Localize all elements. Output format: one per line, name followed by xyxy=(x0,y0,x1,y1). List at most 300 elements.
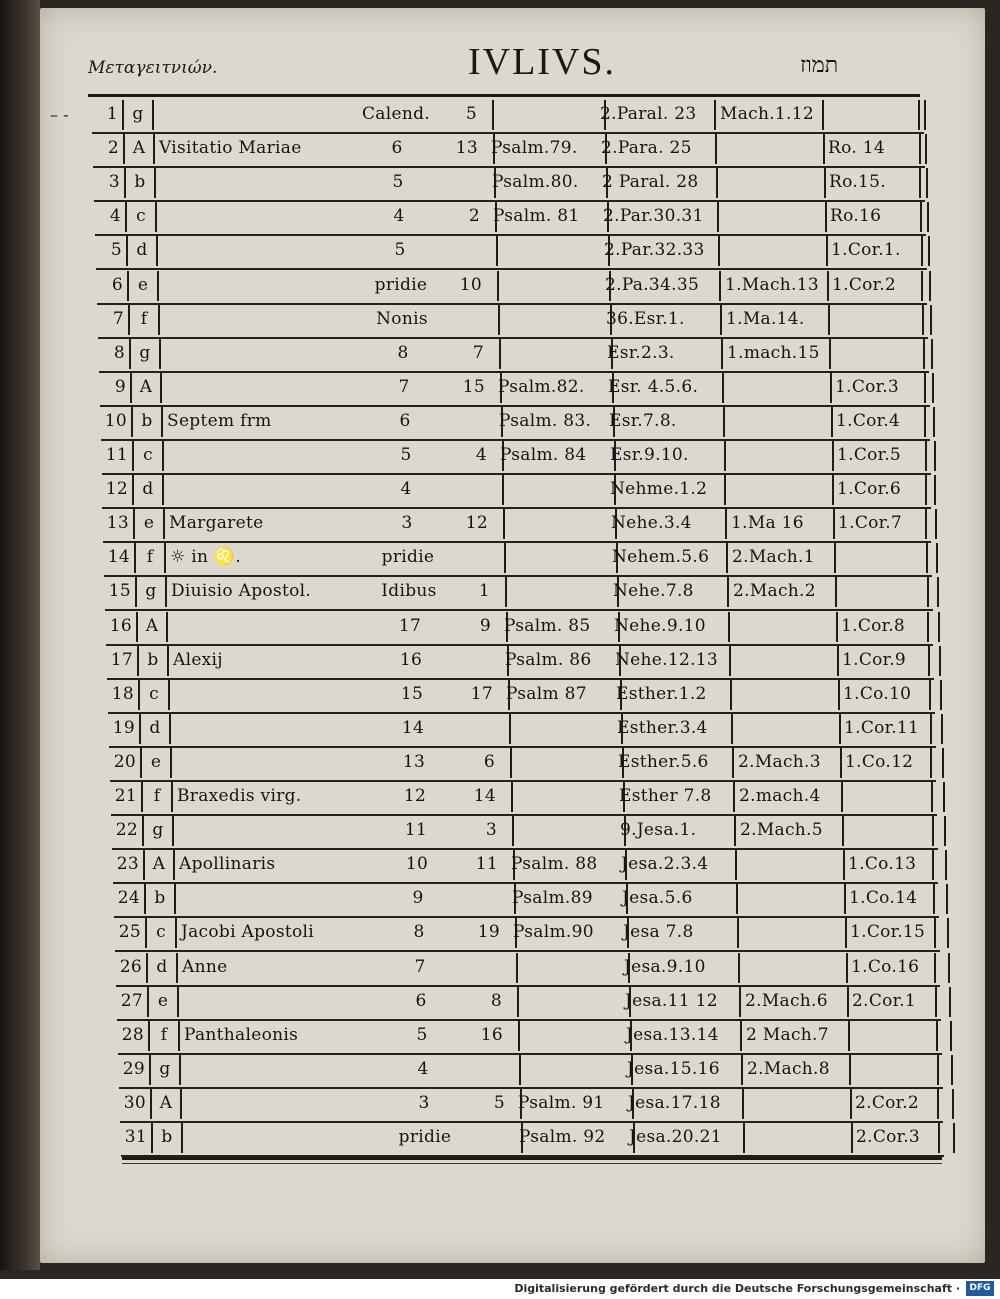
footer-bar xyxy=(0,1279,1000,1299)
column-divider xyxy=(733,782,735,812)
dominical-letter: e xyxy=(157,990,169,1011)
column-divider xyxy=(824,168,826,198)
column-divider xyxy=(727,577,729,607)
column-divider xyxy=(739,987,741,1017)
column-divider xyxy=(724,441,726,471)
table-row xyxy=(105,575,933,611)
table-row xyxy=(121,1121,944,1157)
table-row xyxy=(119,1053,943,1089)
table-row xyxy=(93,132,925,168)
psalm-reading: Psalm. 88 xyxy=(511,854,598,875)
column-divider xyxy=(952,1089,954,1119)
column-divider xyxy=(127,271,129,301)
table-row xyxy=(117,985,941,1021)
column-divider xyxy=(831,407,833,437)
roman-date: 16 xyxy=(399,649,423,670)
column-divider xyxy=(947,918,949,948)
column-divider xyxy=(938,1123,940,1153)
old-testament-reading: Nehe.12.13 xyxy=(615,649,719,670)
column-divider xyxy=(171,782,173,812)
old-testament-reading: 2.Pa.34.35 xyxy=(605,274,700,295)
column-divider xyxy=(173,850,175,880)
column-divider xyxy=(928,646,930,676)
dominical-letter: f xyxy=(140,308,148,329)
table-row xyxy=(109,712,936,748)
column-divider xyxy=(945,850,947,880)
new-testament-reading: Ro. 14 xyxy=(828,138,885,159)
column-divider xyxy=(741,1055,743,1085)
old-testament-reading: 2.Para. 25 xyxy=(601,138,692,159)
roman-date: 5 xyxy=(394,240,406,261)
column-divider xyxy=(519,1055,521,1085)
column-divider xyxy=(176,953,178,983)
column-divider xyxy=(928,236,930,266)
dominical-letter: A xyxy=(145,615,159,636)
column-divider xyxy=(168,680,170,710)
dominical-letter: c xyxy=(136,206,146,227)
old-testament-reading: Nehe.7.8 xyxy=(613,581,694,602)
column-divider xyxy=(720,305,722,335)
golden-number: 7 xyxy=(472,342,484,363)
column-divider xyxy=(509,714,511,744)
column-divider xyxy=(939,646,941,676)
column-divider xyxy=(142,816,144,846)
roman-date: pridie xyxy=(398,1127,452,1147)
footer-credit: Digitalisierung gefördert durch die Deutsche Forschungsgemeinschaft · xyxy=(514,1282,960,1295)
new-testament-reading: 1.Cor.7 xyxy=(838,513,903,534)
column-divider xyxy=(949,987,951,1017)
column-divider xyxy=(170,748,172,778)
column-divider xyxy=(167,646,169,676)
dominical-letter: A xyxy=(159,1092,173,1113)
golden-number: 3 xyxy=(485,820,497,841)
old-testament-reading: Esr.2.3. xyxy=(607,342,675,363)
old-testament-reading: Esr.9.10. xyxy=(610,445,689,465)
day-number: 29 xyxy=(122,1058,145,1079)
column-divider xyxy=(835,577,837,607)
column-divider xyxy=(162,475,164,505)
column-divider xyxy=(126,236,128,266)
new-testament-reading: 1.Cor.11 xyxy=(844,717,920,738)
column-divider xyxy=(717,202,719,232)
roman-date: Calend. xyxy=(362,104,430,124)
column-divider xyxy=(138,680,140,710)
column-divider xyxy=(931,782,933,812)
feast-name: Margarete xyxy=(169,513,264,534)
dominical-letter: g xyxy=(139,342,151,363)
column-divider xyxy=(146,953,148,983)
column-divider xyxy=(155,202,157,232)
apocrypha-reading: 2 Mach.7 xyxy=(746,1024,829,1045)
column-divider xyxy=(925,509,927,539)
day-number: 31 xyxy=(124,1127,147,1147)
apocrypha-reading: 1.mach.15 xyxy=(727,342,820,363)
column-divider xyxy=(723,407,725,437)
day-number: 30 xyxy=(123,1092,146,1113)
apocrypha-reading: 1.Mach.13 xyxy=(725,274,819,295)
old-testament-reading: 2 Paral. 28 xyxy=(602,172,699,193)
column-divider xyxy=(179,1055,181,1085)
table-row xyxy=(107,644,934,680)
old-testament-reading: 2.Par.32.33 xyxy=(604,240,705,261)
column-divider xyxy=(159,339,161,369)
psalm-reading: Psalm. 86 xyxy=(505,649,592,670)
column-divider xyxy=(136,612,138,642)
column-divider xyxy=(124,168,126,198)
day-number: 13 xyxy=(106,513,129,534)
day-number: 6 xyxy=(111,274,123,295)
roman-date: 11 xyxy=(404,820,428,841)
roman-date: 3 xyxy=(401,513,413,534)
greek-month-name: Μεταγειτνιών. xyxy=(88,58,218,78)
table-row xyxy=(98,303,928,339)
column-divider xyxy=(927,202,929,232)
column-divider xyxy=(134,543,136,573)
column-divider xyxy=(132,475,134,505)
column-divider xyxy=(740,1021,742,1051)
column-divider xyxy=(931,339,933,369)
column-divider xyxy=(149,1055,151,1085)
new-testament-reading: 1.Co.13 xyxy=(848,854,917,875)
column-divider xyxy=(131,407,133,437)
new-testament-reading: 1.Cor.6 xyxy=(837,479,902,500)
column-divider xyxy=(158,305,160,335)
column-divider xyxy=(738,953,740,983)
column-divider xyxy=(516,953,518,983)
column-divider xyxy=(504,543,506,573)
column-divider xyxy=(503,509,505,539)
column-divider xyxy=(177,987,179,1017)
roman-date: 15 xyxy=(400,683,424,704)
old-testament-reading: Esther.5.6 xyxy=(618,751,709,772)
table-row xyxy=(92,98,924,134)
golden-number: 9 xyxy=(479,615,491,636)
column-divider xyxy=(834,543,836,573)
dominical-letter: A xyxy=(152,854,166,875)
psalm-reading: Psalm. 91 xyxy=(518,1092,605,1113)
dominical-letter: d xyxy=(136,240,148,261)
column-divider xyxy=(932,373,934,403)
column-divider xyxy=(497,271,499,301)
column-divider xyxy=(825,202,827,232)
hebrew-month-name: תמוז xyxy=(800,53,839,78)
golden-number: 5 xyxy=(465,104,477,124)
table-row xyxy=(113,848,938,884)
column-divider xyxy=(849,1055,851,1085)
day-number: 18 xyxy=(111,683,134,704)
column-divider xyxy=(840,748,842,778)
column-divider xyxy=(153,134,155,164)
day-number: 24 xyxy=(117,888,140,909)
column-divider xyxy=(180,1089,182,1119)
column-divider xyxy=(731,714,733,744)
dominical-letter: d xyxy=(142,479,154,500)
feast-name: Diuisio Apostol. xyxy=(171,581,312,602)
page-title: IVLIVS. xyxy=(468,41,617,83)
dominical-letter: b xyxy=(147,649,159,670)
day-number: 21 xyxy=(114,786,137,806)
dominical-letter: f xyxy=(153,786,161,806)
table-row xyxy=(115,916,940,952)
dominical-letter: d xyxy=(149,717,161,738)
roman-date: 12 xyxy=(403,786,427,806)
apocrypha-reading: 2.Mach.5 xyxy=(740,820,823,841)
column-divider xyxy=(946,884,948,914)
column-divider xyxy=(135,577,137,607)
column-divider xyxy=(827,271,829,301)
column-divider xyxy=(937,577,939,607)
column-divider xyxy=(822,100,824,130)
column-divider xyxy=(716,168,718,198)
column-divider xyxy=(929,680,931,710)
day-number: 25 xyxy=(118,922,141,943)
column-divider xyxy=(923,339,925,369)
dominical-letter: c xyxy=(143,445,153,465)
dominical-letter: b xyxy=(141,410,153,431)
column-divider xyxy=(841,782,843,812)
column-divider xyxy=(152,100,154,130)
old-testament-reading: Nehem.5.6 xyxy=(612,547,710,568)
column-divider xyxy=(144,884,146,914)
column-divider xyxy=(920,202,922,232)
day-number: 22 xyxy=(115,820,138,841)
margin-mark: – - xyxy=(50,105,69,124)
column-divider xyxy=(935,509,937,539)
day-number: 27 xyxy=(120,990,143,1011)
new-testament-reading: 1.Co.10 xyxy=(843,683,912,704)
column-divider xyxy=(722,373,724,403)
golden-number: 16 xyxy=(480,1024,503,1045)
column-divider xyxy=(846,953,848,983)
old-testament-reading: 2.Paral. 23 xyxy=(600,104,697,124)
old-testament-reading: Jesa.5.6 xyxy=(622,888,693,909)
psalm-reading: Psalm. 84 xyxy=(500,445,587,465)
column-divider xyxy=(157,271,159,301)
dominical-letter: g xyxy=(145,581,157,602)
day-number: 11 xyxy=(105,445,128,465)
table-row xyxy=(99,337,929,373)
column-divider xyxy=(828,305,830,335)
apocrypha-reading: 2.Mach.3 xyxy=(738,751,821,772)
column-divider xyxy=(924,373,926,403)
feast-name: Panthaleonis xyxy=(184,1024,299,1045)
old-testament-reading: Esr.7.8. xyxy=(609,410,677,431)
column-divider xyxy=(844,884,846,914)
golden-number: 10 xyxy=(459,274,482,295)
table-row xyxy=(96,234,927,270)
golden-number: 8 xyxy=(490,990,502,1011)
day-number: 17 xyxy=(110,649,133,670)
feast-name: Anne xyxy=(182,956,228,977)
column-divider xyxy=(833,509,835,539)
dfg-logo: DFG xyxy=(966,1281,994,1296)
column-divider xyxy=(732,748,734,778)
column-divider xyxy=(499,339,501,369)
column-divider xyxy=(937,1055,939,1085)
table-row xyxy=(114,882,939,918)
column-divider xyxy=(936,1021,938,1051)
column-divider xyxy=(919,134,921,164)
feast-name: ☼ in ♌. xyxy=(170,547,242,568)
column-divider xyxy=(502,475,504,505)
column-divider xyxy=(156,236,158,266)
dominical-letter: b xyxy=(154,888,166,909)
column-divider xyxy=(163,509,165,539)
column-divider xyxy=(943,782,945,812)
column-divider xyxy=(922,305,924,335)
column-divider xyxy=(140,748,142,778)
table-row xyxy=(111,780,937,816)
column-divider xyxy=(730,680,732,710)
roman-date: 5 xyxy=(392,172,404,193)
dominical-letter: f xyxy=(160,1024,168,1045)
column-divider xyxy=(123,134,125,164)
column-divider xyxy=(847,987,849,1017)
bottom-rule xyxy=(122,1157,942,1160)
feast-name: Jacobi Apostoli xyxy=(181,922,314,943)
column-divider xyxy=(832,475,834,505)
dominical-letter: g xyxy=(132,104,144,124)
roman-date: 17 xyxy=(398,615,422,636)
new-testament-reading: 1.Cor.2 xyxy=(832,274,897,295)
column-divider xyxy=(851,1123,853,1153)
golden-number: 13 xyxy=(455,138,478,159)
column-divider xyxy=(826,236,828,266)
column-divider xyxy=(145,918,147,948)
day-number: 7 xyxy=(112,308,124,329)
psalm-reading: Psalm.82. xyxy=(498,376,585,397)
apocrypha-reading: 1.Ma 16 xyxy=(731,513,804,534)
column-divider xyxy=(735,850,737,880)
day-number: 3 xyxy=(108,172,120,193)
column-divider xyxy=(498,305,500,335)
roman-date: Nonis xyxy=(376,308,428,329)
psalm-reading: Psalm. 81 xyxy=(493,206,580,227)
column-divider xyxy=(133,509,135,539)
golden-number: 14 xyxy=(473,786,496,806)
column-divider xyxy=(936,543,938,573)
day-number: 16 xyxy=(109,615,132,636)
table-row xyxy=(104,541,932,577)
day-number: 12 xyxy=(105,479,128,500)
old-testament-reading: 9.Jesa.1. xyxy=(620,820,697,841)
new-testament-reading: 1.Co.12 xyxy=(845,751,914,772)
column-divider xyxy=(924,407,926,437)
old-testament-reading: Nehme.1.2 xyxy=(610,479,708,500)
old-testament-reading: Esther.3.4 xyxy=(617,717,708,738)
table-row xyxy=(102,473,931,509)
day-number: 5 xyxy=(110,240,122,261)
roman-date: 4 xyxy=(400,479,412,500)
apocrypha-reading: 2.Mach.6 xyxy=(745,990,828,1011)
column-divider xyxy=(848,1021,850,1051)
column-divider xyxy=(921,271,923,301)
old-testament-reading: Jesa.17.18 xyxy=(628,1092,721,1113)
dominical-letter: f xyxy=(146,547,154,568)
column-divider xyxy=(933,884,935,914)
roman-date: 3 xyxy=(418,1092,430,1113)
column-divider xyxy=(178,1021,180,1051)
roman-date: 7 xyxy=(414,956,426,977)
column-divider xyxy=(933,407,935,437)
column-divider xyxy=(151,1123,153,1153)
table-row xyxy=(101,405,930,441)
new-testament-reading: 2.Cor.3 xyxy=(856,1127,921,1147)
new-testament-reading: 1.Cor.8 xyxy=(841,615,906,636)
day-number: 2 xyxy=(107,138,119,159)
roman-date: Idibus xyxy=(381,581,437,602)
day-number: 26 xyxy=(119,956,142,977)
table-row xyxy=(118,1019,942,1055)
old-testament-reading: 36.Esr.1. xyxy=(606,308,685,329)
column-divider xyxy=(718,236,720,266)
feast-name: Visitatio Mariae xyxy=(159,138,302,159)
dominical-letter: e xyxy=(137,274,149,295)
column-divider xyxy=(927,612,929,642)
psalm-reading: Psalm. 85 xyxy=(504,615,591,636)
column-divider xyxy=(921,236,923,266)
old-testament-reading: Esther.1.2 xyxy=(616,683,707,704)
column-divider xyxy=(940,680,942,710)
dominical-letter: g xyxy=(159,1058,171,1079)
column-divider xyxy=(934,441,936,471)
dominical-letter: e xyxy=(143,513,155,534)
column-divider xyxy=(143,850,145,880)
column-divider xyxy=(728,612,730,642)
column-divider xyxy=(148,1021,150,1051)
new-testament-reading: 1.Cor.1. xyxy=(831,240,901,261)
golden-number: 12 xyxy=(465,513,488,534)
column-divider xyxy=(122,100,124,130)
new-testament-reading: 2.Cor.2 xyxy=(855,1092,920,1113)
table-row xyxy=(120,1087,943,1123)
column-divider xyxy=(162,441,164,471)
table-row xyxy=(110,746,936,782)
roman-date: 5 xyxy=(416,1024,428,1045)
column-divider xyxy=(505,577,507,607)
column-divider xyxy=(830,373,832,403)
column-divider xyxy=(517,987,519,1017)
column-divider xyxy=(714,100,716,130)
column-divider xyxy=(496,236,498,266)
column-divider xyxy=(930,748,932,778)
column-divider xyxy=(715,134,717,164)
roman-date: 6 xyxy=(391,138,403,159)
column-divider xyxy=(129,339,131,369)
day-number: 28 xyxy=(121,1024,144,1045)
roman-date: 8 xyxy=(397,342,409,363)
table-row xyxy=(97,269,927,305)
new-testament-reading: 1.Cor.4 xyxy=(836,410,901,431)
column-divider xyxy=(941,714,943,744)
feast-name: Apollinaris xyxy=(179,854,276,875)
old-testament-reading: Jesa.20.21 xyxy=(629,1127,722,1147)
column-divider xyxy=(926,543,928,573)
column-divider xyxy=(725,509,727,539)
column-divider xyxy=(839,714,841,744)
psalm-reading: Psalm.90 xyxy=(513,922,594,943)
column-divider xyxy=(734,816,736,846)
dominical-letter: g xyxy=(152,820,164,841)
column-divider xyxy=(132,441,134,471)
golden-number: 4 xyxy=(475,445,487,465)
column-divider xyxy=(169,714,171,744)
day-number: 8 xyxy=(113,342,125,363)
psalm-reading: Psalm.79. xyxy=(491,138,578,159)
golden-number: 1 xyxy=(478,581,490,602)
apocrypha-reading: 2.Mach.2 xyxy=(733,581,816,602)
column-divider xyxy=(948,953,950,983)
